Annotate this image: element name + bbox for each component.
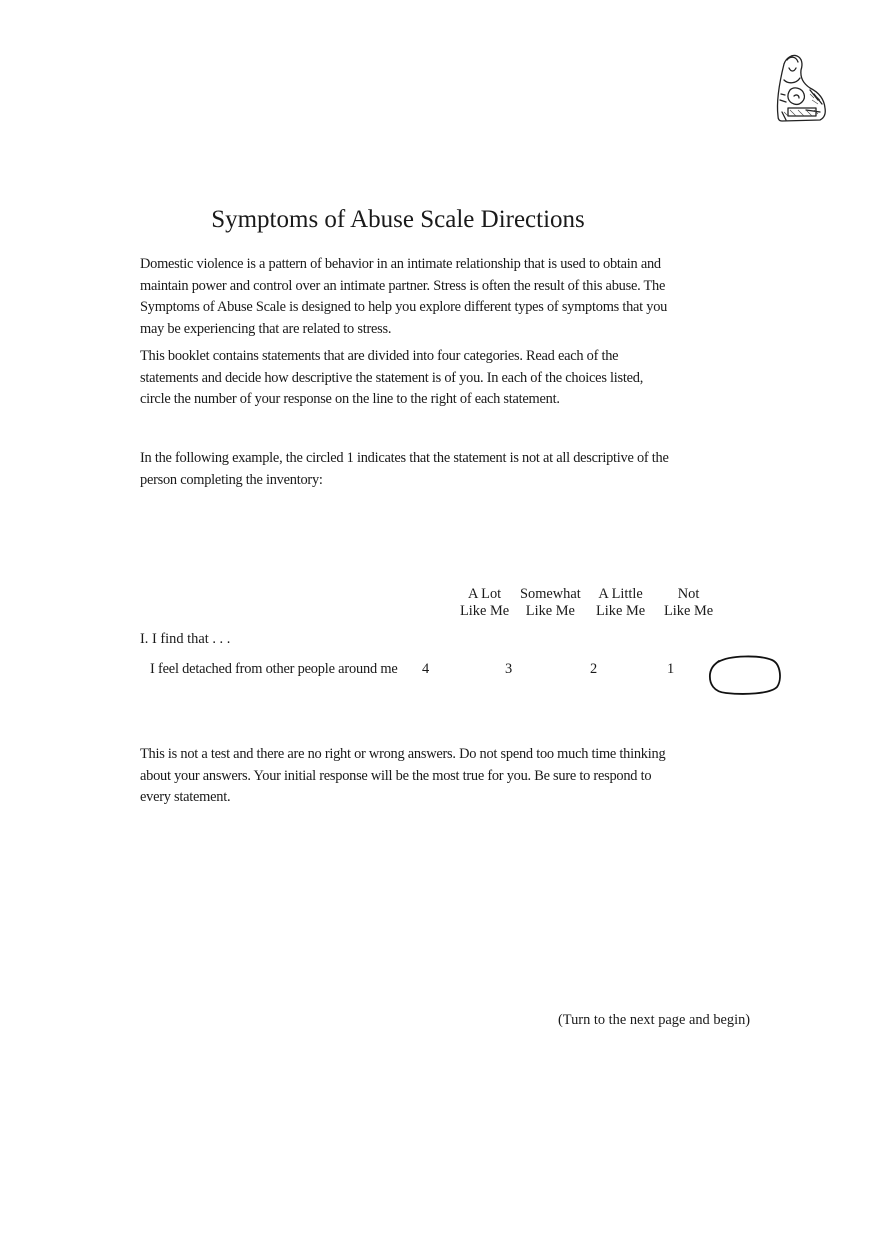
booklet-paragraph: This booklet contains statements that are divided into four categories. Read each of the statements and decide how descriptive the statement is of you. In each of the choices listed, circle the number of your response on the line to the right of each statement. (140, 348, 644, 407)
closing-paragraph: This is not a test and there are no right or wrong answers. Do not spend too much time thinking about your answers. Your initial response will be the most true for you. Be sure to respond to every statement. (140, 746, 666, 805)
page-title: Symptoms of Abuse Scale Directions (211, 206, 585, 233)
response-value-a-lot: 4 (422, 661, 430, 677)
response-value-a-little: 2 (590, 661, 598, 677)
column-header-not (664, 586, 713, 620)
column-header-line1: Somewhat (520, 586, 581, 602)
response-value-not: 1 (667, 661, 675, 677)
column-header-a-lot (460, 586, 509, 620)
footer-instruction: (Turn to the next page and begin) (558, 1012, 751, 1028)
column-header-line2: Like Me (596, 603, 646, 619)
response-value-somewhat: 3 (505, 661, 513, 677)
column-header-line1: Not (677, 586, 700, 602)
column-header-line2: Like Me (525, 603, 575, 619)
column-header-line2: Like Me (460, 603, 510, 619)
section-label: I. I find that . . . (140, 631, 231, 647)
column-header-line1: A Little (598, 586, 643, 602)
column-header-line1: A Lot (467, 586, 502, 602)
hand-drawn-circle-icon (704, 652, 784, 698)
example-intro-paragraph: In the following example, the circled 1 indicates that the statement is not at all descriptive of the person completing the inventory: (140, 450, 669, 488)
column-header-somewhat (520, 586, 581, 620)
column-header-line2: Like Me (664, 603, 714, 619)
sketch-logo-icon (770, 50, 830, 124)
column-header-a-little (596, 586, 645, 620)
example-statement: I feel detached from other people around me (150, 661, 398, 677)
intro-paragraph: Domestic violence is a pattern of behavior in an intimate relationship that is used to obtain and maintain power and control over an intimate partner. Stress is often the result of this abuse. The Symptoms of Abuse Scale is designed to help you explore different types of symptoms that you may be experiencing that are related to stress. (140, 256, 668, 337)
